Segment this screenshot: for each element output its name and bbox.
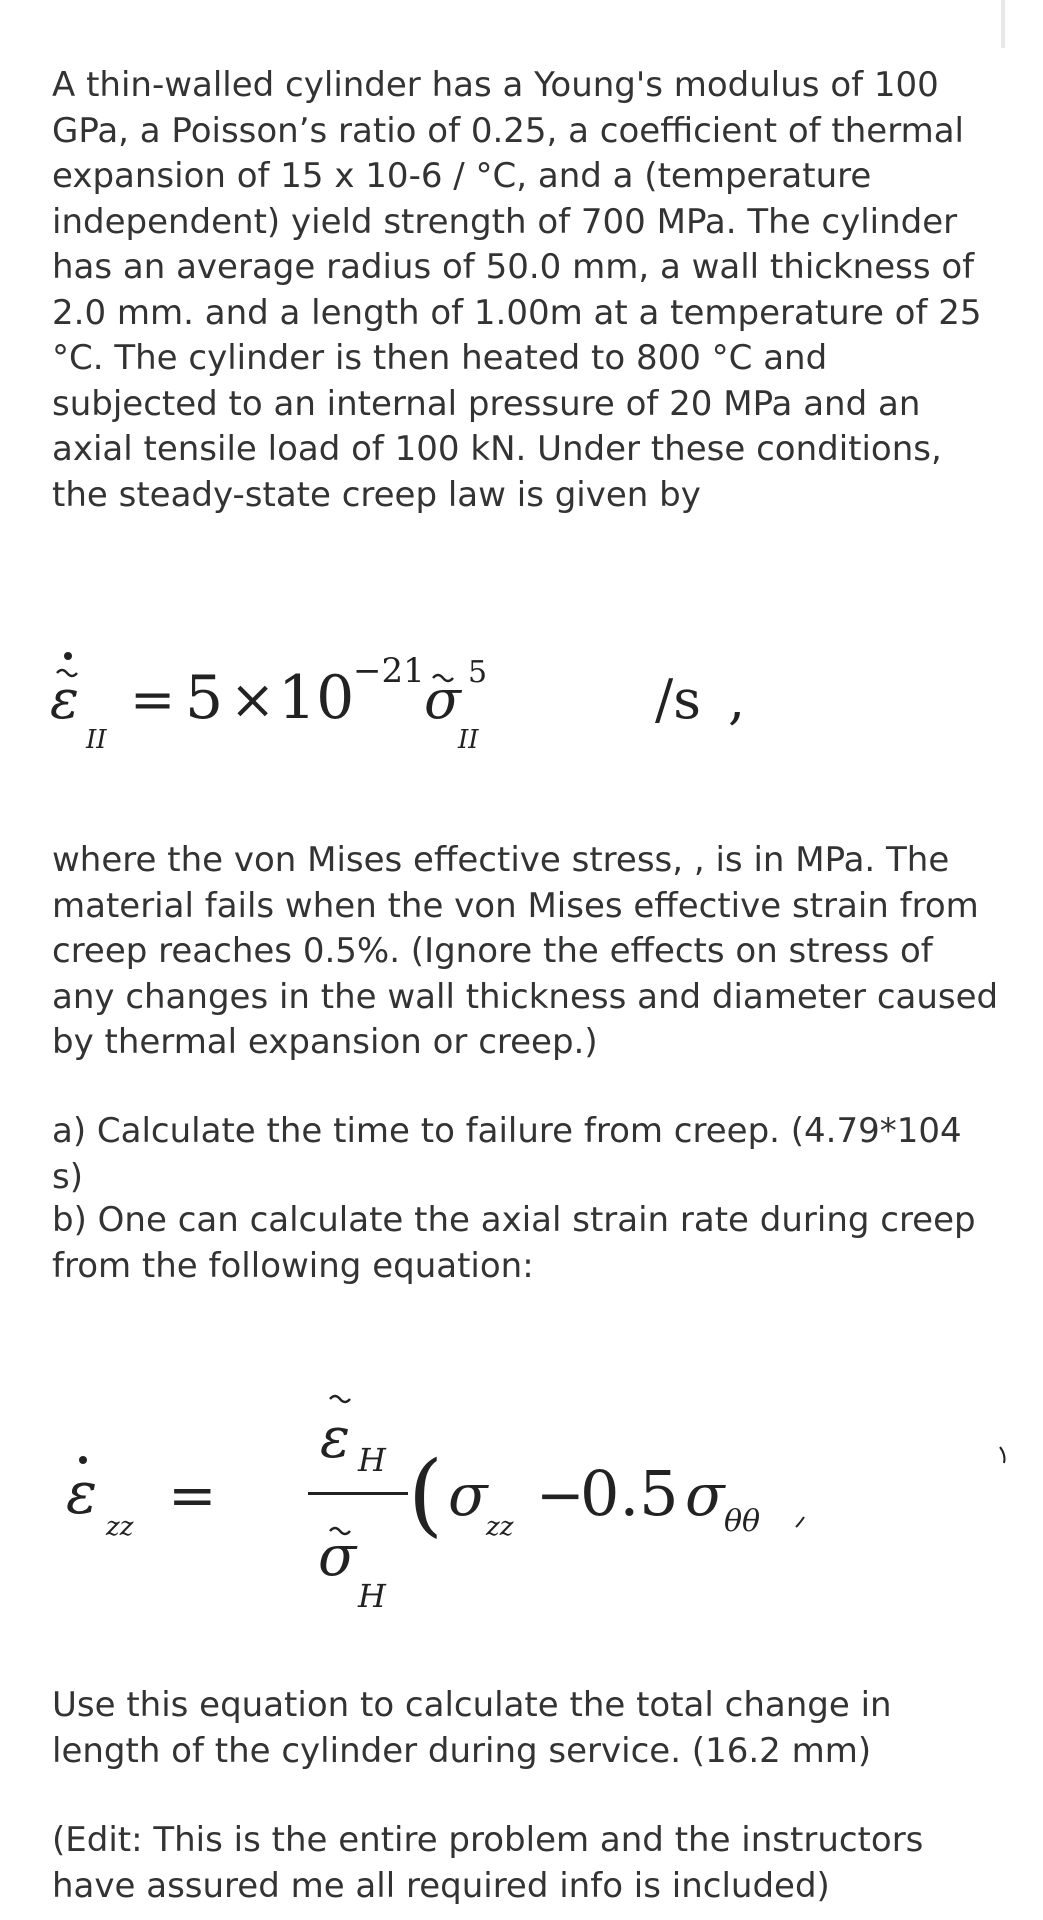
creep-law-equation (40, 640, 940, 780)
trailing-comma: , (728, 668, 746, 731)
axial-strain-rate-subscript: zz (106, 1512, 134, 1542)
stress-power: 5 (468, 655, 488, 690)
coefficient: 5 (185, 663, 224, 733)
minus-sign: − (536, 1461, 585, 1529)
part-a-text: a) Calculate the time to failure from creep. (4.79*104 s) (52, 1111, 962, 1197)
stress-subscript: II (458, 725, 479, 755)
axial-stress-subscript: zz (486, 1512, 514, 1542)
part-b-text: b) One can calculate the axial strain rate during creep from the following equation: (52, 1200, 976, 1286)
hoop-stress-subscript: θθ (724, 1504, 761, 1539)
use-equation-text: Use this equation to calculate the total change in length of the cylinder during service. (16.2 mm) (52, 1685, 892, 1771)
unit-label: /s (655, 668, 701, 731)
problem-intro-text: A thin-walled cylinder has a Young's modulus of 100 GPa, a Poisson’s ratio of 0.25, a coefficient of thermal expansion of 15 x 10-6 / °C, and a (temperature independent) yield strength of 700 MPa. The cylinder has an average radius of 50.0 mm, a wall thickness of 2.0 mm. and a length of 1.00m at a temperature of 25 °C. The cylinder is then heated to 800 °C and subjected to an internal pressure of 20 MPa and an axial tensile load of 100 kN. Under these conditions, the steady-state creep law is given by (52, 65, 982, 515)
fraction-bar (308, 1492, 408, 1495)
equals-sign: = (130, 668, 176, 731)
strain-rate-symbol: ε (50, 668, 79, 731)
edit-note-text: (Edit: This is the entire problem and the instructors have assured me all required info is included) (52, 1820, 924, 1906)
scrollbar-thumb[interactable] (1001, 0, 1005, 48)
hoop-stress-symbol: σ (685, 1461, 725, 1529)
axial-strain-rate-symbol: ε (66, 1459, 98, 1527)
tilde-accent-icon (330, 1396, 350, 1402)
equals-sign: = (168, 1461, 217, 1529)
numerator-strain-symbol: ε (320, 1406, 351, 1471)
open-parenthesis: ( (408, 1442, 444, 1547)
denominator-subscript: H (358, 1577, 386, 1615)
strain-rate-subscript: II (86, 725, 107, 755)
factor-value: 0.5 (580, 1457, 679, 1530)
dot-accent-icon (64, 652, 72, 660)
clipped-paren-bottom (796, 1517, 804, 1527)
times-sign: × (230, 668, 276, 731)
axial-strain-rate-equation (40, 1385, 1020, 1635)
axial-stress-symbol: σ (448, 1461, 488, 1529)
numerator-subscript: H (358, 1441, 386, 1479)
stress-symbol: σ (424, 668, 461, 731)
where-text: where the von Mises effective stress, , is in MPa. The material fails when the von Mises effective strain from creep reaches 0.5%. (Ignore the effects on stress of any changes in the wall thickness and diameter caused by thermal expansion or creep.) (52, 840, 999, 1062)
exponent: −21 (353, 651, 425, 691)
power-base: 10 (278, 663, 355, 733)
denominator-stress-symbol: σ (318, 1524, 357, 1589)
clipped-paren-top (1000, 1447, 1005, 1463)
